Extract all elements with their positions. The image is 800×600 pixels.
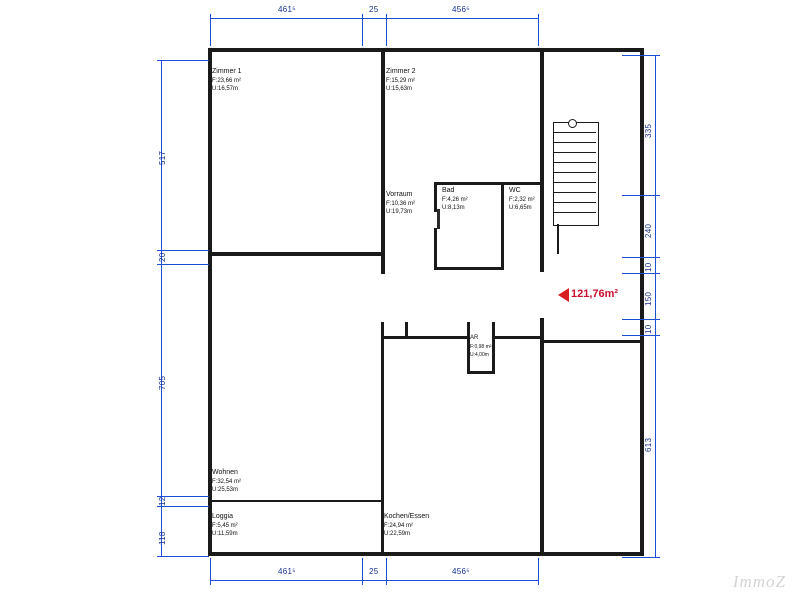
dimension-ext-line [161,60,209,61]
room-label-bad [442,187,468,213]
dimension-ext-line [161,264,209,265]
room-label-wc [509,187,535,213]
dimension-line-right-240 [655,195,656,257]
room-area: F:15,29 m² [386,77,416,84]
wall-vorraum-right [381,252,385,274]
wall-outer-top-right [544,48,644,52]
dimension-ext-line [210,558,211,578]
room-perimeter: U:4,00m [470,352,489,358]
dimension-text-left-20: 20 [158,252,167,262]
stair-step [554,192,596,193]
dimension-ext-line [161,496,209,497]
room-area: F:0,98 m² [470,343,492,350]
room-name: WC [509,187,521,194]
dimension-line-top-left [210,18,362,19]
room-label-vorraum [386,191,415,217]
dimension-line-right-150 [655,273,656,319]
wall-bad-left-lower [434,228,437,270]
room-label-zimmer1 [212,68,242,94]
room-area: F:4,26 m² [442,196,468,203]
room-area: F:5,45 m² [212,522,238,529]
wall-ar-right [492,322,495,374]
watermark: ImmoZ [732,572,786,591]
stair-newel-icon [568,119,577,128]
dimension-text-right-10b: 10 [644,324,653,334]
dimension-ext-line [622,195,655,196]
wall-vorraum-bad-stub [437,209,440,229]
dimension-line-top-right [386,18,538,19]
dimension-ext-line [161,506,209,507]
room-name: Zimmer 2 [386,68,416,75]
wall-wohnen-top [381,336,467,339]
dimension-ext-line [622,257,655,258]
room-area: F:2,32 m² [509,196,535,203]
wall-stairwell-landing [544,340,640,343]
dimension-text-right-150: 150 [644,291,653,306]
stair-step [554,172,596,173]
dimension-text-top-mid: 25 [369,5,379,14]
dimension-ext-line [622,335,655,336]
room-perimeter: U:6,65m [509,205,532,211]
room-name: Vorraum [386,191,413,198]
dimension-ext-line [622,557,655,558]
dimension-line-right-10a [655,257,656,273]
wall-stairwell-left-lower [540,318,544,556]
dimension-ext-line [210,22,211,46]
dimension-text-right-335: 335 [644,123,653,138]
stair-step [554,152,596,153]
wall-bad-left [434,182,437,212]
wall-bad-wc-divider [501,185,504,270]
dimension-text-top-left: 461⁵ [278,5,296,14]
dimension-ext-line [386,558,387,578]
dimension-ext-line [161,250,209,251]
dimension-text-left-118: 118 [158,531,167,545]
room-label-ar [470,334,491,360]
room-perimeter: U:11,59m [212,531,238,537]
stair-step [554,142,596,143]
wall-zimmer1-bottom [208,252,385,256]
room-perimeter: U:16,57m [212,86,239,92]
total-area-label: 121,76m² [571,288,619,300]
dimension-text-left-517: 517 [158,150,167,165]
room-label-kochen-essen [384,513,429,539]
wall-bad-top [434,182,540,185]
dimension-ext-line [538,22,539,46]
dimension-ext-line [362,22,363,46]
room-name: Kochen/Essen [384,513,430,520]
room-perimeter: U:25,53m [212,487,239,493]
dimension-line-right-10b [655,319,656,335]
wall-kochen-top-stub [405,322,408,338]
dimension-text-top-right: 456⁵ [452,5,470,14]
dimension-text-right-240: 240 [644,223,653,238]
dimension-ext-line [622,319,655,320]
room-perimeter: U:19,73m [386,209,413,215]
dimension-ext-line [622,273,655,274]
dimension-line-right-335 [655,55,656,195]
dimension-ext-line [161,556,209,557]
room-perimeter: U:15,63m [386,86,413,92]
dimension-text-left-705: 705 [158,375,167,390]
stair-step [554,202,596,203]
stair-rail [557,224,559,254]
wall-loggia-top [212,500,381,502]
room-area: F:10,36 m² [386,200,416,207]
room-name: Zimmer 1 [212,68,242,75]
room-area: F:24,94 m² [384,522,414,529]
dimension-ext-line [538,558,539,578]
wall-outer-bottom [208,552,644,556]
dimension-ext-line [622,55,655,56]
total-area-arrow-icon [558,288,569,302]
dimension-text-right-10a: 10 [644,262,653,272]
room-name: AR [470,335,479,341]
wall-ar-bottom [467,371,495,374]
stair-step [554,212,596,213]
wall-zimmer1-right [381,48,385,256]
wall-bad-bottom [434,267,504,270]
room-perimeter: U:8,13m [442,205,465,211]
stair-step [554,162,596,163]
dimension-text-bottom-left: 461⁵ [278,567,296,576]
dimension-ext-line [386,22,387,46]
stair-step [554,182,596,183]
dimension-line-right-613 [655,335,656,557]
dimension-text-bottom-mid: 25 [369,567,379,576]
room-label-loggia [212,513,238,539]
wall-outer-top [208,48,544,52]
room-area: F:32,54 m² [212,478,242,485]
dimension-text-right-613: 613 [644,437,653,452]
dimension-line-bottom-left [210,580,362,581]
wall-stairwell-left-upper [540,48,544,272]
room-label-zimmer2 [386,68,416,94]
room-perimeter: U:22,59m [384,531,411,537]
dimension-line-bottom-mid [362,580,386,581]
dimension-ext-line [362,558,363,578]
wall-ar-top-right [492,336,540,339]
room-name: Wohnen [212,469,238,476]
room-label-wohnen [212,469,241,495]
staircase [553,122,599,226]
dimension-line-top-mid [362,18,386,19]
room-name: Bad [442,187,455,194]
room-area: F:23,66 m² [212,77,242,84]
dimension-line-bottom-right [386,580,538,581]
room-name: Loggia [212,513,234,520]
dimension-text-bottom-right: 456⁵ [452,567,470,576]
stair-step [554,132,596,133]
dimension-text-left-12: 12 [158,496,167,506]
